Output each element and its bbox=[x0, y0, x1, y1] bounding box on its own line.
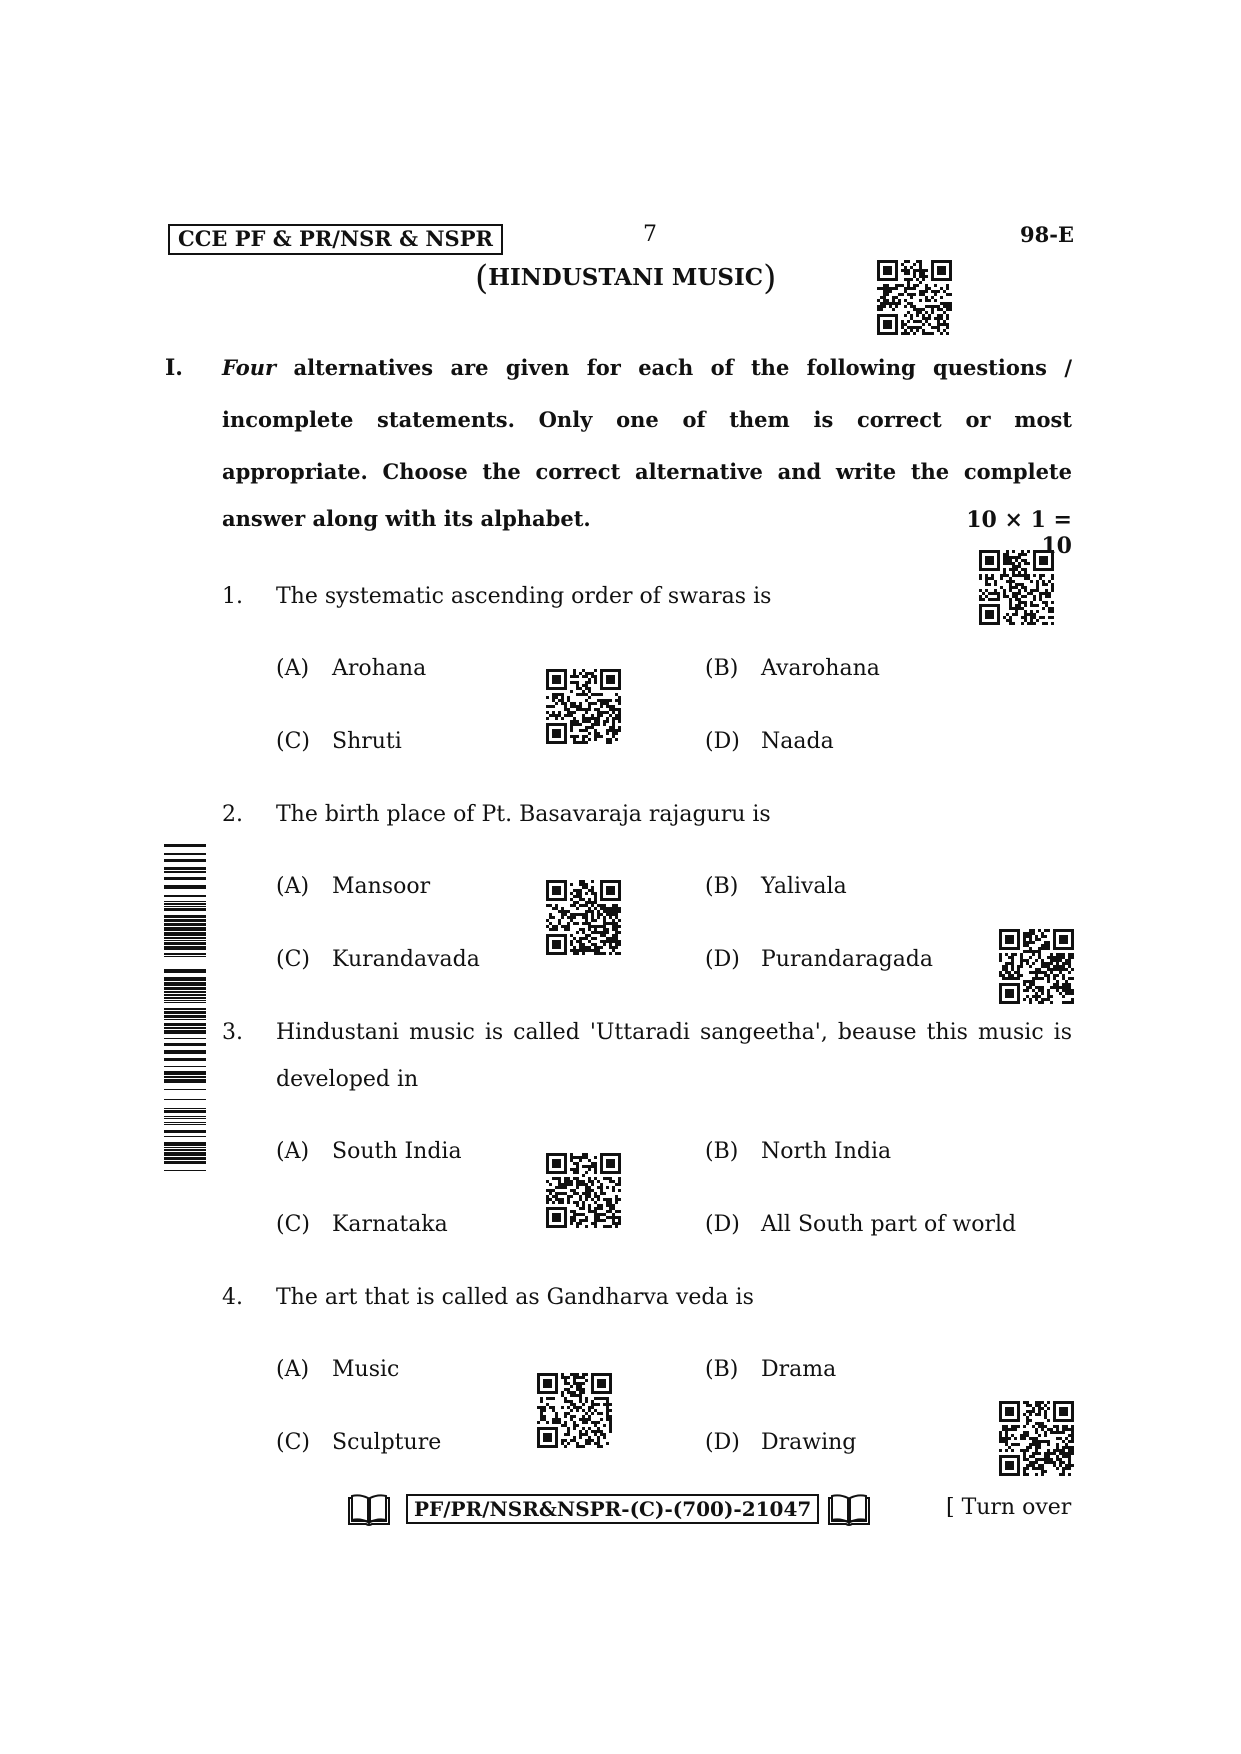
marks-scheme: 10 × 1 = 10 bbox=[966, 507, 1072, 559]
question-text: The birth place of Pt. Basavaraja rajaguru is bbox=[276, 802, 771, 827]
page-title: (HINDUSTANI MUSIC) bbox=[475, 258, 777, 298]
question-number: 4. bbox=[222, 1285, 243, 1310]
instruction-line-4: answer along with its alphabet. bbox=[222, 506, 591, 531]
series-box: CCE PF & PR/NSR & NSPR bbox=[168, 224, 503, 255]
section-number: I. bbox=[165, 355, 183, 381]
option-d: (D) Drawing bbox=[705, 1430, 857, 1455]
open-book-icon bbox=[826, 1492, 872, 1528]
option-a: (A) Arohana bbox=[276, 656, 427, 681]
instruction-line-3: appropriate. Choose the correct alternative and write the complete bbox=[222, 459, 1072, 484]
option-b: (B) Avarohana bbox=[705, 656, 880, 681]
qr-code-icon bbox=[537, 1373, 612, 1448]
question-number: 1. bbox=[222, 584, 243, 609]
option-a: (A) Mansoor bbox=[276, 874, 431, 899]
option-b: (B) Yalivala bbox=[705, 874, 847, 899]
option-c: (C) Sculpture bbox=[276, 1430, 442, 1455]
footer-code-box: PF/PR/NSR&NSPR-(C)-(700)-21047 bbox=[406, 1494, 819, 1524]
question-number: 2. bbox=[222, 802, 243, 827]
qr-code-icon bbox=[877, 260, 952, 335]
qr-code-icon bbox=[546, 669, 621, 744]
option-b: (B) Drama bbox=[705, 1357, 837, 1382]
option-b: (B) North India bbox=[705, 1139, 892, 1164]
question-text-line-1: Hindustani music is called 'Uttaradi sangeetha', beause this music is bbox=[276, 1020, 1072, 1045]
option-c: (C) Shruti bbox=[276, 729, 402, 754]
qr-code-icon bbox=[546, 1153, 621, 1228]
option-d: (D) Naada bbox=[705, 729, 834, 754]
qr-code-icon bbox=[546, 880, 621, 955]
paper-code: 98-E bbox=[1020, 222, 1074, 247]
qr-code-icon bbox=[999, 929, 1074, 1004]
option-d: (D) Purandaragada bbox=[705, 947, 934, 972]
option-a: (A) Music bbox=[276, 1357, 400, 1382]
page-number: 7 bbox=[643, 222, 657, 247]
open-book-icon bbox=[346, 1492, 392, 1528]
turn-over-note: [ Turn over bbox=[946, 1495, 1072, 1520]
barcode-icon bbox=[164, 844, 206, 1176]
question-text: The art that is called as Gandharva veda is bbox=[276, 1285, 754, 1310]
option-a: (A) South India bbox=[276, 1139, 462, 1164]
question-number: 3. bbox=[222, 1020, 243, 1045]
question-text-line-2: developed in bbox=[276, 1067, 419, 1092]
option-d: (D) All South part of world bbox=[705, 1212, 1017, 1237]
option-c: (C) Kurandavada bbox=[276, 947, 480, 972]
qr-code-icon bbox=[979, 550, 1054, 625]
qr-code-icon bbox=[999, 1401, 1074, 1476]
option-c: (C) Karnataka bbox=[276, 1212, 448, 1237]
question-text: The systematic ascending order of swaras is bbox=[276, 584, 772, 609]
instruction-line-1: Four alternatives are given for each of the following questions / bbox=[222, 355, 1072, 380]
instruction-line-2: incomplete statements. Only one of them is correct or most bbox=[222, 407, 1072, 432]
